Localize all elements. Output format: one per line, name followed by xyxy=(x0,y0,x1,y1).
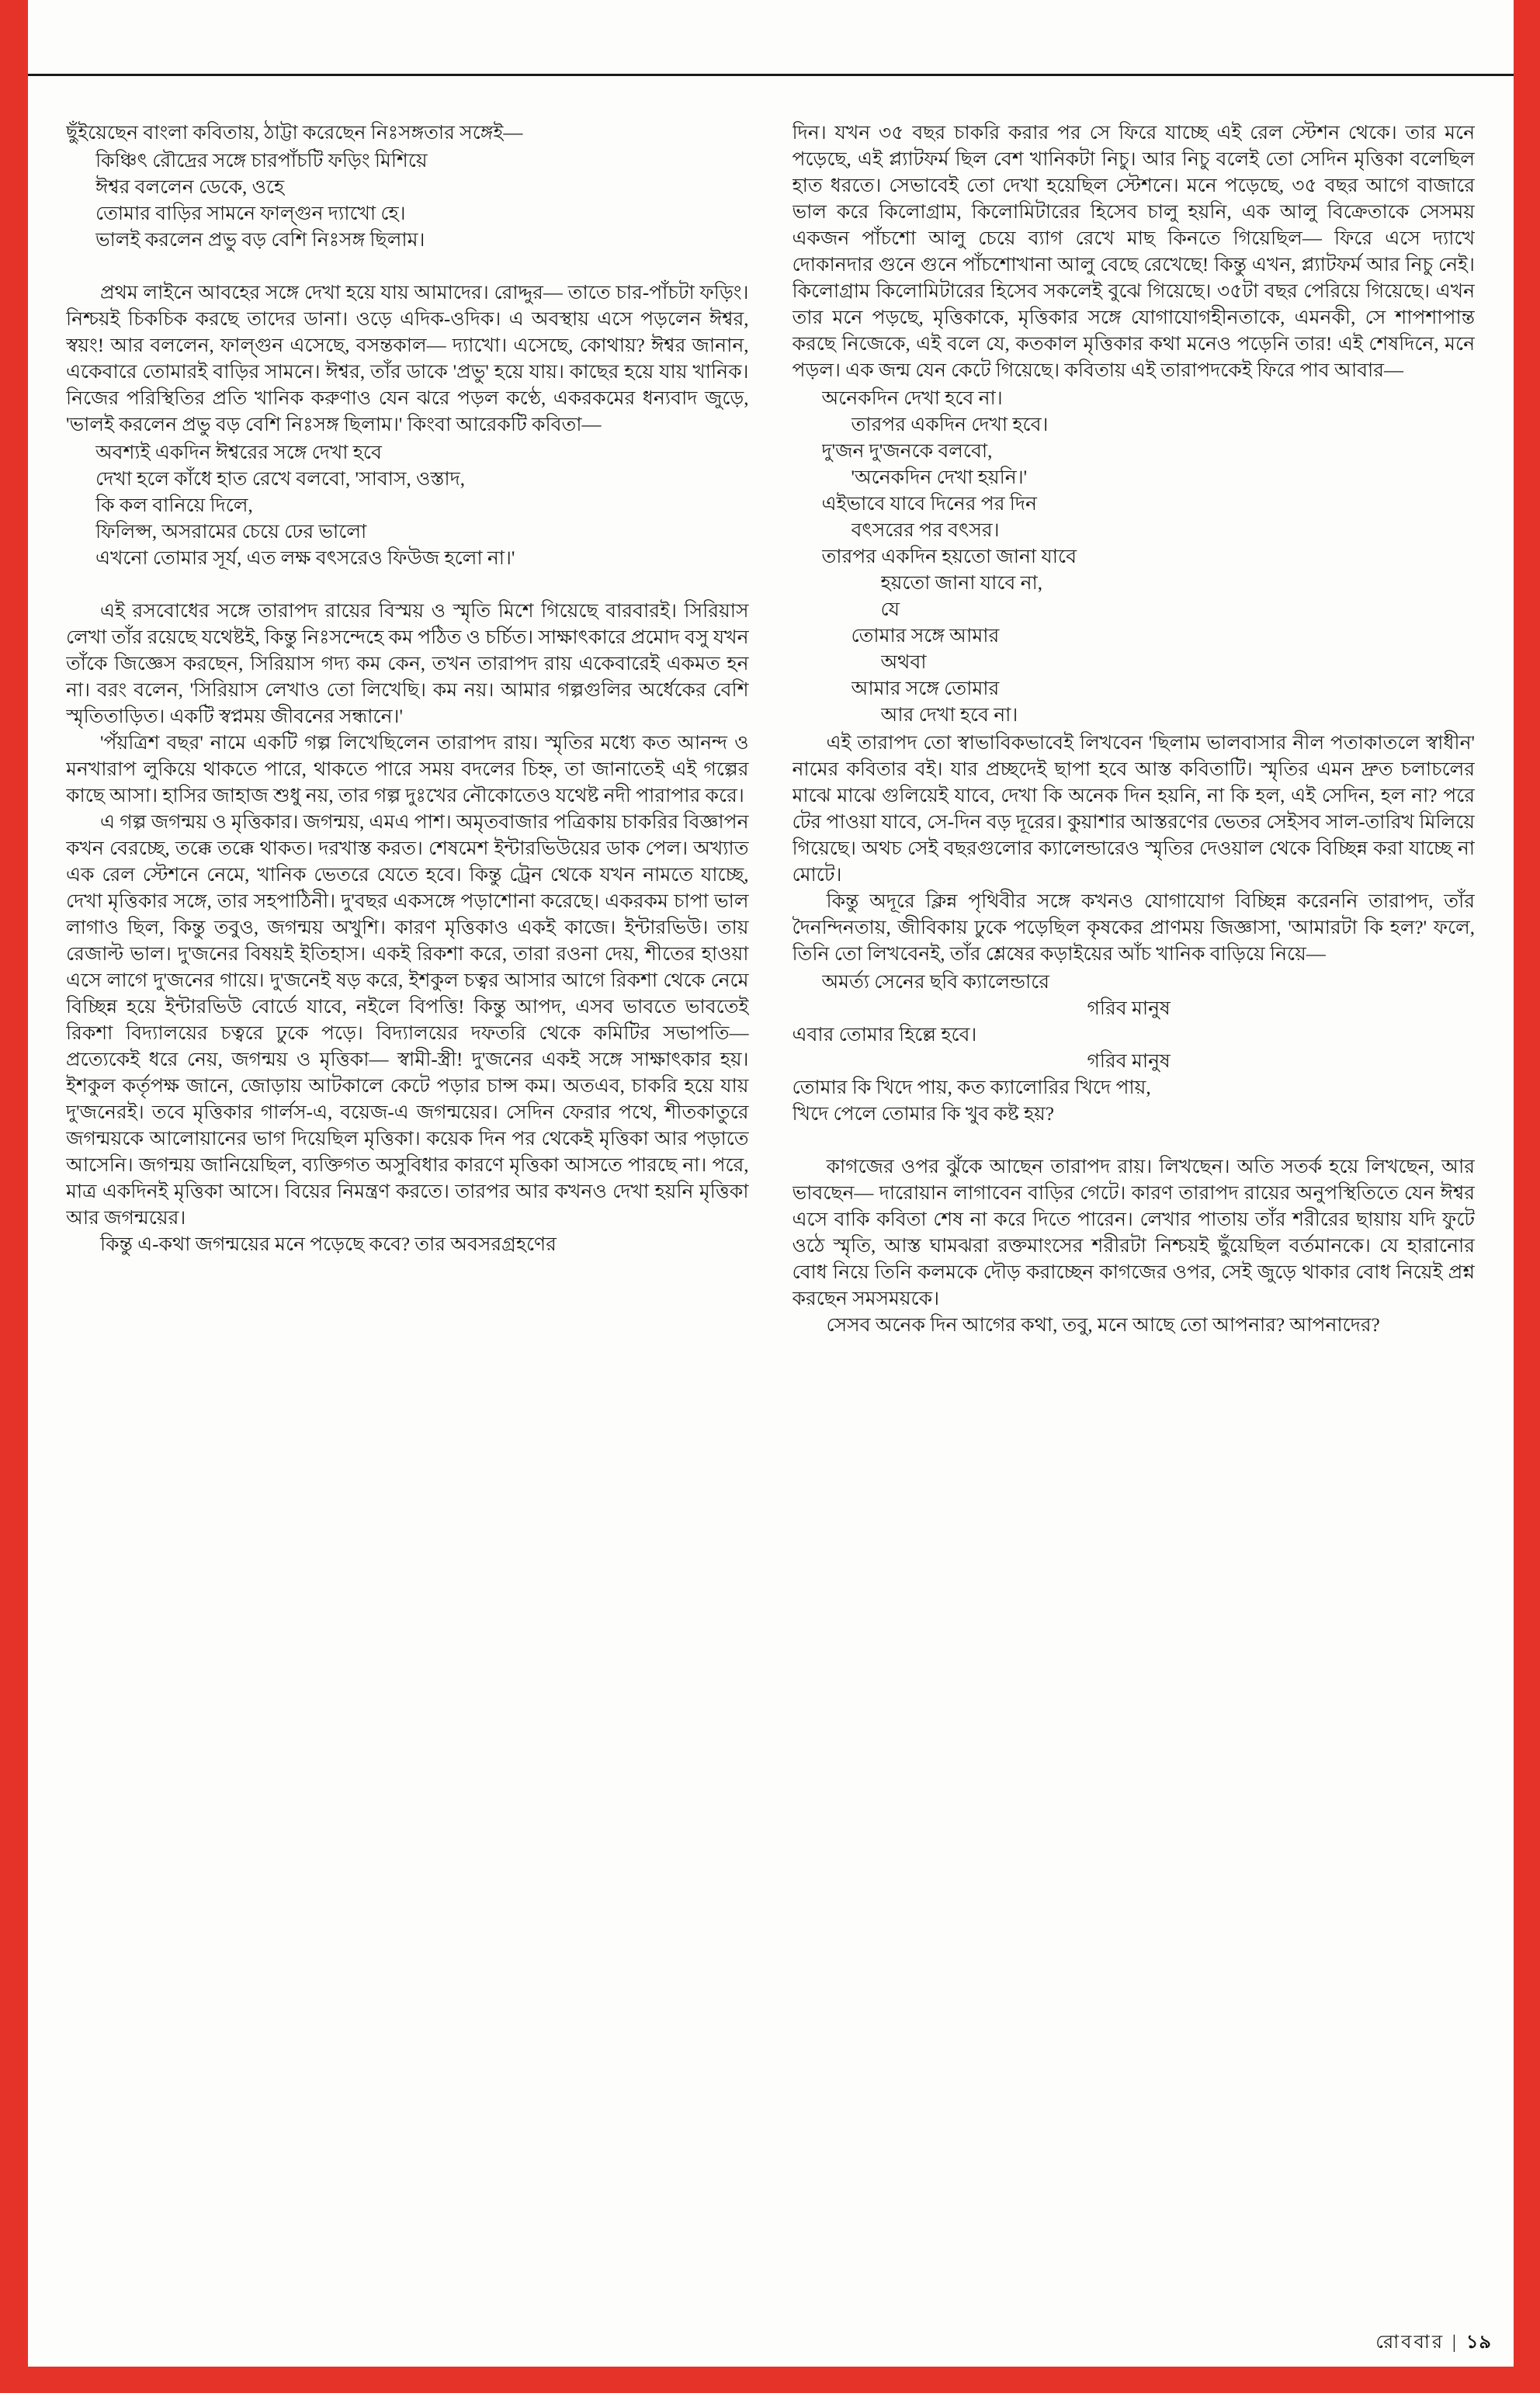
poem-line: তারপর একদিন হয়তো জানা যাবে xyxy=(821,546,1077,567)
poem-line: তোমার বাড়ির সামনে ফাল্গুন দ্যাখো হে। xyxy=(95,203,406,224)
body-paragraph: ছুঁইয়েছেন বাংলা কবিতায়, ঠাট্টা করেছেন নিঃসঙ্গতার সঙ্গেই— xyxy=(66,123,523,144)
body-paragraph: এই তারাপদ তো স্বাভাবিকভাবেই লিখবেন 'ছিলাম ভালবাসার নীল পতাকাতলে স্বাধীন' নামের কবিতার বই। যার প্রচ্ছদেই ছাপা হবে আস্ত কবিতাটি। স্মৃতির এমন দ্রুত চলাচলের মাঝে মাঝে গুলিয়েই যাবে, দেখা কি অনেক দিন হয়নি, না কি হল, এই সেদিন, হল না? পরে টের পাওয়া যাবে, সে-দিন বড় দূরের। কুয়াশার আস্তরণের ভেতর সেইসব সাল-তারিখ মিলিয়ে গিয়েছে। অথচ সেই বছরগুলোর ক্যালেন্ডারেও স্মৃতির দেওয়াল থেকে বিচ্ছিন্ন করা যাচ্ছে না মোটে। xyxy=(792,733,1475,886)
poem-line: কি কল বানিয়ে দিলে, xyxy=(95,495,253,516)
body-paragraph: 'পঁয়ত্রিশ বছর' নামে একটি গল্প লিখেছিলেন তারাপদ রায়। স্মৃতির মধ্যে কত আনন্দ ও মনখারাপ লুকিয়ে থাকতে পারে, থাকতে পারে সময় বদলের চিহ্ন, তা জানাতেই এই গল্পের কাছে আসা। হাসির জাহাজ শুধু নয়, তার গল্প দুঃখের নৌকোতেও যথেষ্ট নদী পারাপার করে। xyxy=(66,733,749,806)
poem-line: ফিলিপ্স, অসরামের চেয়ে ঢের ভালো xyxy=(95,522,367,543)
poem-line: খিদে পেলে তোমার কি খুব কষ্ট হয়? xyxy=(792,1104,1054,1125)
body-paragraph: সেসব অনেক দিন আগের কথা, তবু, মনে আছে তো আপনার? আপনাদের? xyxy=(826,1315,1380,1336)
poem-excerpt xyxy=(66,148,749,254)
poem-line: কিঞ্চিৎ রৌদ্রের সঙ্গে চারপাঁচটি ফড়িং মিশিয়ে xyxy=(95,151,428,172)
poem-line: এখনো তোমার সূর্য, এত লক্ষ বৎসরেও ফিউজ হলো না।' xyxy=(95,548,515,569)
left-red-border xyxy=(0,0,28,2393)
body-paragraph: কিন্তু এ-কথা জগন্ময়ের মনে পড়েছে কবে? তার অবসরগ্রহণের xyxy=(100,1234,557,1255)
poem-line: ঈশ্বর বললেন ডেকে, ওহে xyxy=(95,177,285,198)
poem-line: আমার সঙ্গে তোমার xyxy=(851,678,1000,699)
right-column xyxy=(793,120,1476,2308)
footer-divider: | xyxy=(1452,2332,1458,2353)
poem-line: দেখা হলে কাঁধে হাত রেখে বলবো, 'সাবাস, ওস্তাদ, xyxy=(95,469,466,490)
page-number: ১৯ xyxy=(1465,2332,1492,2353)
poem-line: যে xyxy=(880,599,900,620)
poem-line: তোমার কি খিদে পায়, কত ক্যালোরির খিদে পায়, xyxy=(792,1077,1151,1098)
poem-line: অমর্ত্য সেনের ছবি ক্যালেন্ডারে xyxy=(821,972,1050,993)
right-red-border xyxy=(1514,0,1540,2393)
poem-line: দু'জন দু'জনকে বলবো, xyxy=(821,441,993,462)
poem-line: অবশ্যই একদিন ঈশ্বরের সঙ্গে দেখা হবে xyxy=(95,442,382,463)
body-paragraph: কাগজের ওপর ঝুঁকে আছেন তারাপদ রায়। লিখছেন। অতি সতর্ক হয়ে লিখছেন, আর ভাবছেন— দারোয়ান লাগাবেন বাড়ির গেটে। কারণ তারাপদ রায়ের অনুপস্থিতিতে যেন ঈশ্বর এসে বাকি কবিতা শেষ না করে দিতে পারেন। লেখার পাতায় তাঁর শরীরের ছায়ায় যদি ফুটে ওঠে স্মৃতি, আস্ত ঘামঝরা রক্তমাংসের শরীরটা নিশ্চয়ই ছুঁয়েছিল বর্তমানকে। যে হারানোর বোধ নিয়ে তিনি কলমকে দৌড় করাচ্ছেন কাগজের ওপর, সেই জুড়ে থাকার বোধ নিয়েই প্রশ্ন করছেন সমসময়কে। xyxy=(792,1157,1475,1309)
body-paragraph: এই রসবোধের সঙ্গে তারাপদ রায়ের বিস্ময় ও স্মৃতি মিশে গিয়েছে বারবারই। সিরিয়াস লেখা তাঁর রয়েছে যথেষ্টই, কিন্তু নিঃসন্দেহে কম পঠিত ও চর্চিত। সাক্ষাৎকারে প্রমোদ বসু যখন তাঁকে জিজ্ঞেস করছেন, সিরিয়াস গদ্য কম কেন, তখন তারাপদ রায় একেবারেই একমত হন না। বরং বলেন, 'সিরিয়াস লেখাও তো লিখেছি। কম নয়। আমার গল্পগুলির অর্ধেকের বেশি স্মৃতিতাড়িত। একটি স্বপ্নময় জীবনের সন্ধানে।' xyxy=(66,601,749,727)
poem-line: 'অনেকদিন দেখা হয়নি।' xyxy=(851,467,1028,488)
poem-line: গরিব মানুষ xyxy=(1087,998,1171,1019)
body-paragraph: কিন্তু অদূরে ক্লিন্ন পৃথিবীর সঙ্গে কখনও যোগাযোগ বিচ্ছিন্ন করেননি তারাপদ, তাঁর দৈনন্দিনতায়, জীবিকায় ঢুকে পড়েছিল কৃষকের প্রাণময় জিজ্ঞাসা, 'আমারটা কি হল?' ফলে, তিনি তো লিখবেনই, তাঁর শ্লেষের কড়াইয়ের আঁচ খানিক বাড়িয়ে নিয়ে— xyxy=(792,891,1475,965)
poem-line: তারপর একদিন দেখা হবে। xyxy=(851,414,1049,435)
poem-line: অথবা xyxy=(880,652,927,673)
body-paragraph: দিন। যখন ৩৫ বছর চাকরি করার পর সে ফিরে যাচ্ছে এই রেল স্টেশন থেকে। তার মনে পড়েছে, এই প্ল্যাটফর্ম ছিল বেশ খানিকটা নিচু। আর নিচু বলেই তো সেদিন মৃত্তিকা বলেছিল হাত ধরতে। সেভাবেই তো দেখা হয়েছিল স্টেশনে। মনে পড়েছে, ৩৫ বছর আগে বাজারে ভাল করে কিলোগ্রাম, কিলোমিটারের হিসেব চালু হয়নি, এক আলু বিক্রেতাকে সেসময় একজন পাঁচশো আলু চেয়ে ব্যাগ রেখে মাছ কিনতে গিয়েছিল— ফিরে এসে দ্যাখে দোকানদার গুনে গুনে পাঁচশোখানা আলু বেছে রেখেছে! কিন্তু এখন, প্ল্যাটফর্ম আর নিচু নেই। কিলোগ্রাম কিলোমিটারের হিসেব সকলেই বুঝে গিয়েছে। ৩৫টা বছর পেরিয়ে গিয়েছে। এখন তার মনে পড়ছে, মৃত্তিকাকে, মৃত্তিকার সঙ্গে যোগাযোগহীনতাকে, এমনকী, সে শাপশাপান্ত করছে নিজেকে, এই বলে যে, কতকাল মৃত্তিকার কথা মনেও পড়েনি তার! এই শেষদিনে, মনে পড়ল। এক জন্ম যেন কেটে গিয়েছে। কবিতায় এই তারাপদকেই ফিরে পাব আবার— xyxy=(792,123,1475,381)
poem-line: ভালই করলেন প্রভু বড় বেশি নিঃসঙ্গ ছিলাম। xyxy=(95,230,425,251)
poem-line: বৎসরের পর বৎসর। xyxy=(851,520,1000,541)
poem-excerpt xyxy=(793,969,1476,1128)
poem-line: আর দেখা হবে না। xyxy=(880,705,1018,726)
poem-line: এবার তোমার হিল্লে হবে। xyxy=(792,1025,977,1046)
poem-line: এইভাবে যাবে দিনের পর দিন xyxy=(821,494,1037,515)
poem-line: অনেকদিন দেখা হবে না। xyxy=(821,388,1003,409)
top-rule xyxy=(28,74,1514,76)
left-column xyxy=(66,120,749,2308)
poem-line: হয়তো জানা যাবে না, xyxy=(880,573,1042,594)
poem-excerpt xyxy=(66,440,749,572)
magazine-name: রোববার xyxy=(1375,2332,1445,2353)
poem-line: তোমার সঙ্গে আমার xyxy=(851,626,1000,647)
poem-excerpt xyxy=(793,386,1476,729)
bottom-red-border xyxy=(0,2367,1540,2393)
article-body xyxy=(66,120,1475,2308)
poem-line: গরিব মানুষ xyxy=(1087,1051,1171,1072)
page-footer xyxy=(1375,2328,1492,2359)
body-paragraph: প্রথম লাইনে আবহের সঙ্গে দেখা হয়ে যায় আমাদের। রোদ্দুর— তাতে চার-পাঁচটা ফড়িং। নিশ্চয়ই চিকচিক করছে তাদের ডানা। ওড়ে এদিক-ওদিক। এ অবস্থায় এসে পড়লেন ঈশ্বর, স্বয়ং! আর বললেন, ফাল্গুন এসেছে, বসন্তকাল— দ্যাখো। এসেছে, কোথায়? ঈশ্বর জানান, একেবারে তোমারই বাড়ির সামনে। ঈশ্বর, তাঁর ডাকে 'প্রভু' হয়ে যায়। কাছের হয়ে যায় খানিক। নিজের পরিস্থিতির প্রতি খানিক করুণাও যেন ঝরে পড়ল কণ্ঠে, একরকমের ধন্যবাদ জুড়ে, 'ভালই করলেন প্রভু বড় বেশি নিঃসঙ্গ ছিলাম।' কিংবা আরেকটি কবিতা— xyxy=(66,283,749,435)
body-paragraph: এ গল্প জগন্ময় ও মৃত্তিকার। জগন্ময়, এমএ পাশ। অমৃতবাজার পত্রিকায় চাকরির বিজ্ঞাপন কখন বেরচ্ছে, তক্কে তক্কে থাকত। দরখাস্ত করত। শেষমেশ ইন্টারভিউয়ের ডাক পেল। অখ্যাত এক রেল স্টেশনে নেমে, খানিক ভেতরে যেতে হবে। কিন্তু ট্রেন থেকে যখন নামতে যাচ্ছে, দেখা মৃত্তিকার সঙ্গে, তার সহপাঠিনী। দু'বছর একসঙ্গে পড়াশোনা করেছে। একরকম চাপা ভাল লাগাও ছিল, কিন্তু তবুও, জগন্ময় অখুশি। কারণ মৃত্তিকাও একই কাজে। ইন্টারভিউ। তায় রেজাল্ট ভাল। দু'জনের বিষয়ই ইতিহাস। একই রিকশা করে, তারা রওনা দেয়, শীতের হাওয়া এসে লাগে দু'জনের গায়ে। দু'জনেই ষড় করে, ইশকুল চত্বর আসার আগে রিকশা থেকে নেমে বিচ্ছিন্ন হয়ে ইন্টারভিউ বোর্ডে যাবে, নইলে বিপত্তি! কিন্তু আপদ, এসব ভাবতে ভাবতেই রিকশা বিদ্যালয়ের চত্বরে ঢুকে পড়ে। বিদ্যালয়ের দফতরি থেকে কমিটির সভাপতি— প্রত্যেকেই ধরে নেয়, জগন্ময় ও মৃত্তিকা— স্বামী-স্ত্রী! দু'জনের একই সঙ্গে সাক্ষাৎকার হয়। ইশকুল কর্তৃপক্ষ জানে, জোড়ায় আটকালে কেটে পড়ার চান্স কম। অতএব, চাকরি হয়ে যায় দু'জনেরই। তবে মৃত্তিকার গার্লস-এ, বয়েজ-এ জগন্ময়ের। সেদিন ফেরার পথে, শীতকাতুরে জগন্ময়কে আলোয়ানের ভাগ দিয়েছিল মৃত্তিকা। কয়েক দিন পর থেকেই মৃত্তিকা আর পড়াতে আসেনি। জগন্ময় জানিয়েছিল, ব্যক্তিগত অসুবিধার কারণে মৃত্তিকা আসতে পারছে না। পরে, মাত্র একদিনই মৃত্তিকা আসে। বিয়ের নিমন্ত্রণ করতে। তারপর আর কখনও দেখা হয়নি মৃত্তিকা আর জগন্ময়ের। xyxy=(66,812,749,1229)
